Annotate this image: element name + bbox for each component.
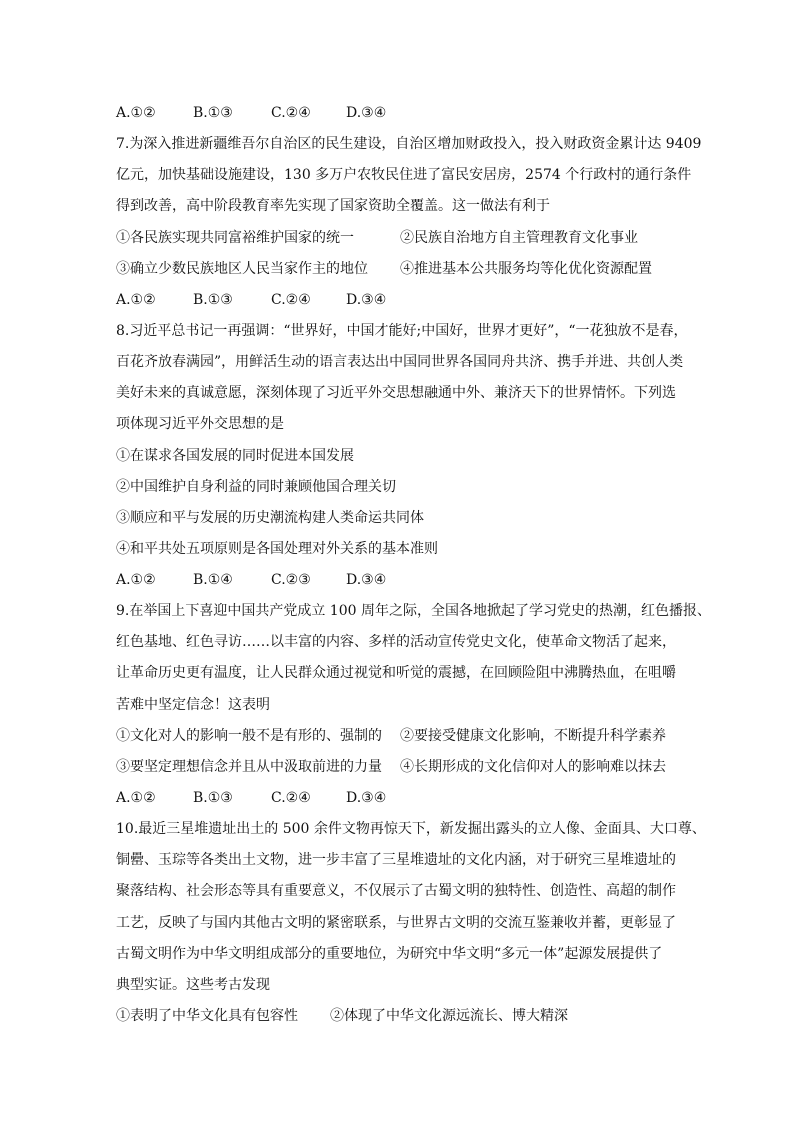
q9-item-2: ②要接受健康文化影响，不断提升科学素养 (400, 728, 666, 744)
option-d: D.③④ (346, 292, 387, 308)
q9-item-3: ③要坚定理想信念并且从中汲取前进的力量 (116, 759, 382, 775)
q10-stem-line: 典型实证。这些考古发现 (116, 977, 270, 993)
q7-stem-line: 得到改善，高中阶段教育率先实现了国家资助全覆盖。这一做法有利于 (116, 198, 550, 214)
q8-stem-line: 8.习近平总书记一再强调：“世界好，中国才能好;中国好，世界才更好”，“一花独放不是春， (116, 323, 688, 339)
option-c: C.②③ (271, 572, 311, 588)
option-d: D.③④ (346, 790, 387, 806)
option-c: C.②④ (271, 790, 311, 806)
option-b: B.①③ (193, 292, 233, 308)
option-a: A.①② (116, 105, 156, 121)
q7-item-3: ③确立少数民族地区人民当家作主的地位 (116, 261, 368, 277)
q9-item-4: ④长期形成的文化信仰对人的影响难以抹去 (400, 759, 666, 775)
q7-stem-line: 亿元，加快基础设施建设，130 多万户农牧民住进了富民安居房，2574 个行政村的通行条件 (116, 167, 692, 183)
option-c: C.②④ (271, 292, 311, 308)
q8-item-3: ③顺应和平与发展的历史潮流构建人类命运共同体 (116, 510, 424, 526)
q8-stem-line: 美好未来的真诚意愿，深刻体现了习近平外交思想融通中外、兼济天下的世界情怀。下列选 (116, 385, 676, 401)
q9-stem-line: 9.在举国上下喜迎中国共产党成立 100 周年之际，全国各地掀起了学习党史的热潮，红色播报、 (116, 603, 711, 619)
option-a: A.①② (116, 292, 156, 308)
q8-item-2: ②中国维护自身利益的同时兼顾他国合理关切 (116, 479, 396, 495)
option-d: D.③④ (346, 572, 387, 588)
q9-stem-line: 红色基地、红色寻访……以丰富的内容、多样的活动宣传党史文化，使革命文物活了起来， (116, 634, 676, 650)
q7-stem-line: 7.为深入推进新疆维吾尔自治区的民生建设，自治区增加财政投入，投入财政资金累计达 9409 (116, 136, 702, 152)
q7-options (116, 290, 386, 310)
q7-item-1: ①各民族实现共同富裕维护国家的统一 (116, 230, 354, 246)
q9-stem-line: 苦难中坚定信念！这表明 (116, 697, 270, 713)
q9-options (116, 788, 386, 808)
q9-item-row (116, 726, 666, 746)
q10-stem-line: 工艺，反映了与国内其他古文明的紧密联系，与世界古文明的交流互鉴兼收并蓄，更彰显了 (116, 915, 676, 931)
q7-item-2: ②民族自治地方自主管理教育文化事业 (400, 230, 638, 246)
q8-options (116, 570, 386, 590)
option-b: B.①④ (193, 572, 233, 588)
q7-item-4: ④推进基本公共服务均等化优化资源配置 (400, 261, 652, 277)
q6-options (116, 103, 386, 123)
option-c: C.②④ (271, 105, 311, 121)
q7-item-row (116, 228, 638, 248)
option-b: B.①③ (193, 790, 233, 806)
option-a: A.①② (116, 572, 156, 588)
option-d: D.③④ (346, 105, 387, 121)
q8-item-4: ④和平共处五项原则是各国处理对外关系的基本准则 (116, 541, 438, 557)
option-b: B.①③ (193, 105, 233, 121)
q10-stem-line: 10.最近三星堆遗址出土的 500 余件文物再惊天下，新发掘出露头的立人像、金面具、大口尊、 (116, 821, 706, 837)
q8-item-1: ①在谋求各国发展的同时促进本国发展 (116, 448, 354, 464)
q10-stem-line: 铜罍、玉琮等各类出土文物，进一步丰富了三星堆遗址的文化内涵，对于研究三星堆遗址的 (116, 852, 676, 868)
q8-stem-line: 项体现习近平外交思想的是 (116, 416, 284, 432)
q10-item-2: ②体现了中华文化源远流长、博大精深 (330, 1008, 568, 1024)
q10-stem-line: 古蜀文明作为中华文明组成部分的重要地位，为研究中华文明“多元一体”起源发展提供了 (116, 946, 663, 962)
q9-stem-line: 让革命历史更有温度，让人民群众通过视觉和听觉的震撼，在回顾险阻中沸腾热血，在咀嚼 (116, 665, 676, 681)
q9-item-1: ①文化对人的影响一般不是有形的、强制的 (116, 728, 382, 744)
option-a: A.①② (116, 790, 156, 806)
q10-stem-line: 聚落结构、社会形态等具有重要意义，不仅展示了古蜀文明的独特性、创造性、高超的制作 (116, 883, 676, 899)
q9-item-row (116, 757, 666, 777)
q10-item-row (116, 1006, 568, 1026)
q7-item-row (116, 259, 652, 279)
q8-stem-line: 百花齐放春满园”，用鲜活生动的语言表达出中国同世界各国同舟共济、携手并进、共创人类 (116, 354, 684, 370)
q10-item-1: ①表明了中华文化具有包容性 (116, 1008, 298, 1024)
